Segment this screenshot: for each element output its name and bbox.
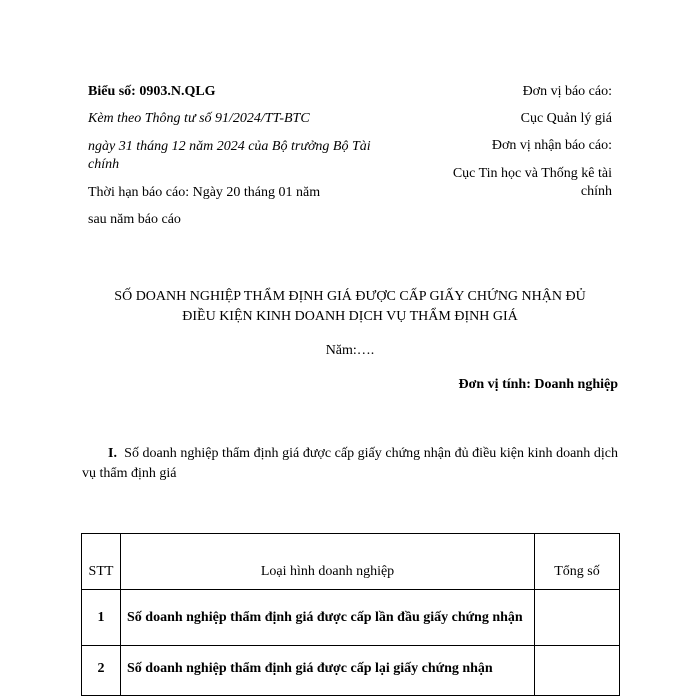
row-stt: 1 [82,590,121,646]
circular-date: ngày 31 tháng 12 năm 2024 của Bộ trưởng Bộ Tài chính [88,139,371,172]
table-header-row [82,534,620,590]
receiving-unit-label: Đơn vị nhận báo cáo: [491,138,612,153]
row-stt: 2 [82,646,121,696]
section-text: Số doanh nghiệp thẩm định giá được cấp giấy chứng nhận đủ điều kiện kinh doanh dịch vụ thẩm định giá [82,446,618,481]
header-stt: STT [82,534,121,590]
table-row [82,590,620,646]
row-type: Số doanh nghiệp thẩm định giá được cấp lại giấy chứng nhận [121,646,535,696]
title-line1: SỐ DOANH NGHIỆP THẨM ĐỊNH GIÁ ĐƯỢC CẤP GIẤY CHỨNG NHẬN ĐỦ [114,289,586,304]
reporting-unit-label: Đơn vị báo cáo: [522,84,612,99]
table-row [82,646,620,696]
circular-reference: Kèm theo Thông tư số 91/2024/TT-BTC [88,111,310,126]
receiving-unit: Cục Tin học và Thống kê tài chính [452,166,612,199]
section-number: I. [108,446,117,461]
report-table [81,533,620,696]
form-code: Biểu số: 0903.N.QLG [88,84,216,99]
reporting-unit: Cục Quản lý giá [520,111,612,126]
row-total[interactable] [535,646,620,696]
title-line2: ĐIỀU KIỆN KINH DOANH DỊCH VỤ THẨM ĐỊNH GIÁ [182,309,518,324]
report-deadline-line2: sau năm báo cáo [88,212,181,227]
report-year: Năm:…. [325,343,375,358]
row-type: Số doanh nghiệp thẩm định giá được cấp lần đầu giấy chứng nhận [121,590,535,646]
report-deadline-line1: Thời hạn báo cáo: Ngày 20 tháng 01 năm [88,185,321,200]
header-total: Tổng số [535,534,620,590]
header-type: Loại hình doanh nghiệp [121,534,535,590]
section-heading [82,444,618,484]
unit-of-measure: Đơn vị tính: Doanh nghiệp [458,377,618,392]
row-total[interactable] [535,590,620,646]
